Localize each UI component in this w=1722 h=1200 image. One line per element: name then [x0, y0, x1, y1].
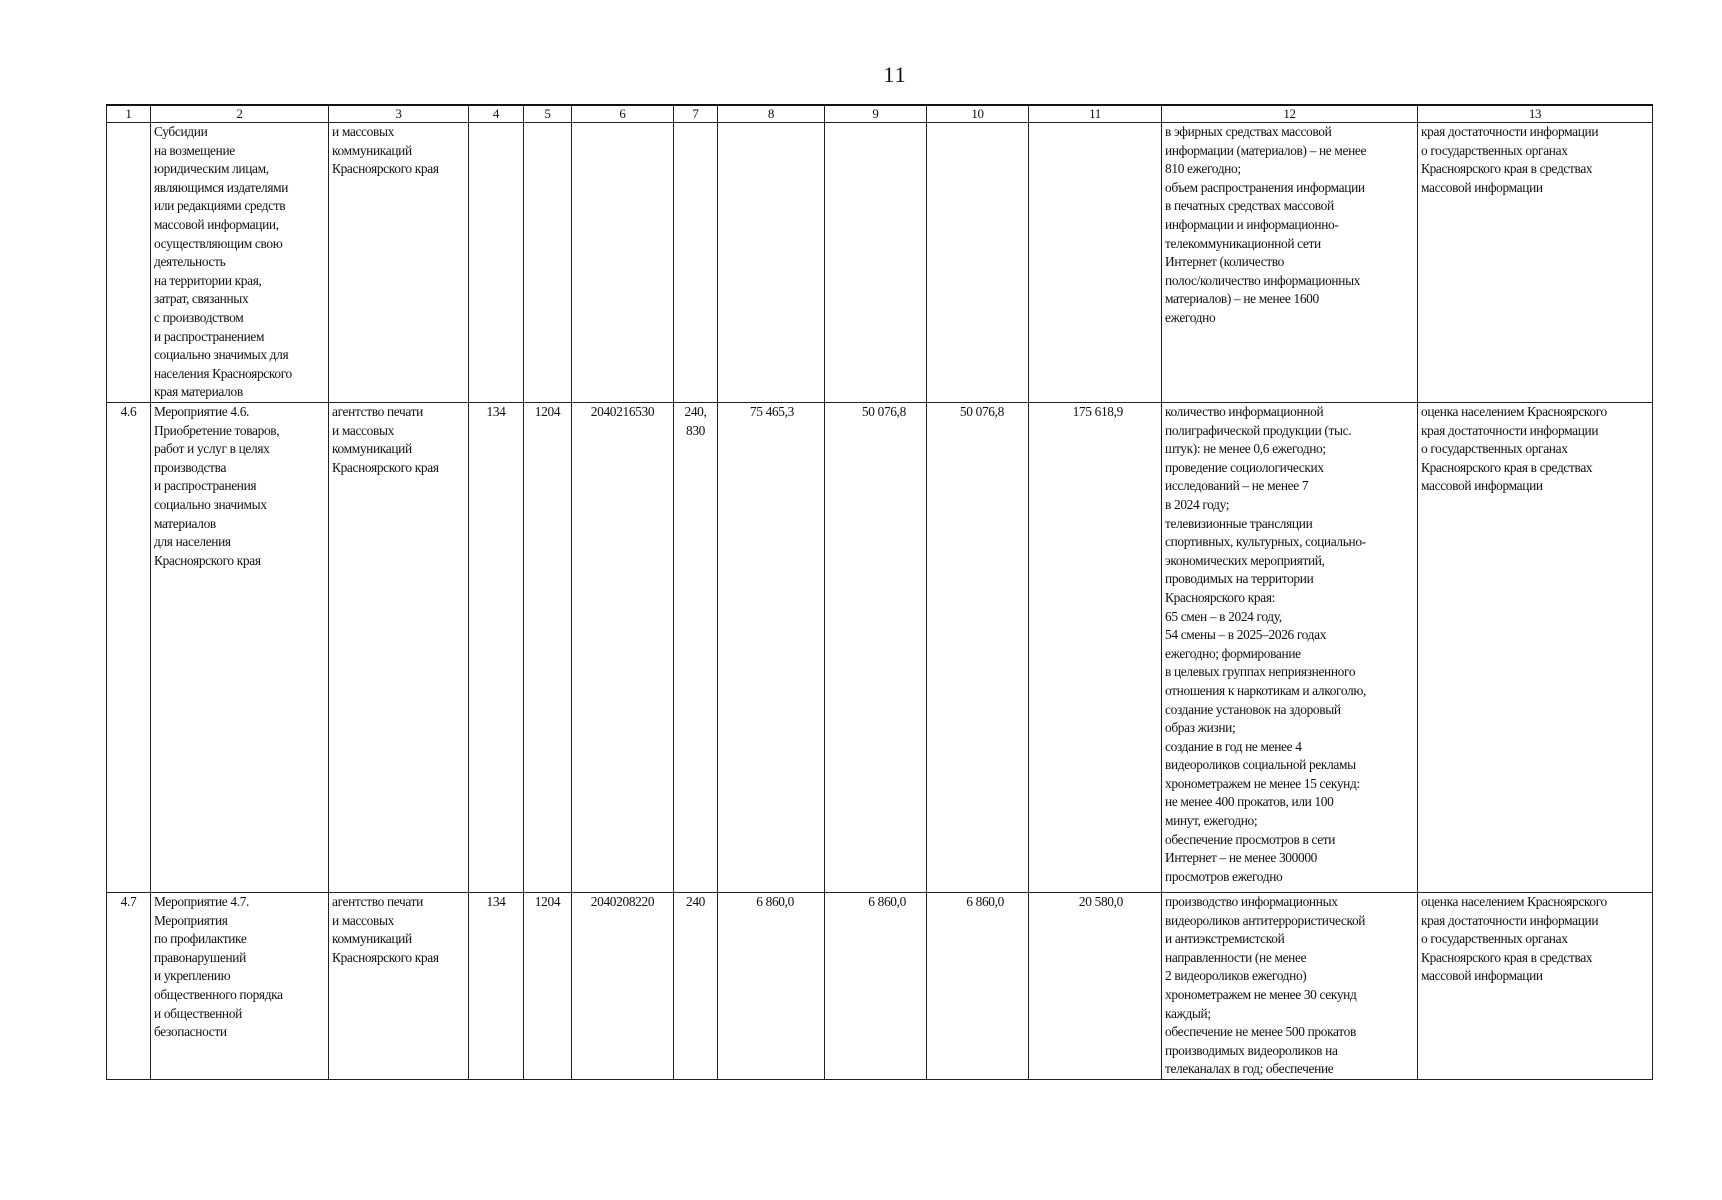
column-header: 9 — [825, 105, 927, 123]
amount-2024 — [718, 123, 825, 403]
target-article-code: 2040216530 — [572, 403, 674, 893]
amount-total: 175 618,9 — [1029, 403, 1162, 893]
amount-2024: 75 465,3 — [718, 403, 825, 893]
executor: агентство печати и массовых коммуникаций Красноярского края — [329, 403, 469, 893]
executor: агентство печати и массовых коммуникаций Красноярского края — [329, 893, 469, 1080]
column-header: 8 — [718, 105, 825, 123]
section-code: 1204 — [524, 893, 572, 1080]
expected-result: в эфирных средствах массовой информации (материалов) – не менее 810 ежегодно; объем распространения информации в печатных средствах массовой информации и информационно- телекоммуникационной сети Интернет (количество полос/количество информационных материалов) – не менее 1600 ежегодно — [1162, 123, 1418, 403]
performance-indicator: оценка населением Красноярского края достаточности информации о государственных органах Красноярского края в средствах массовой информации — [1418, 893, 1653, 1080]
amount-2025: 6 860,0 — [825, 893, 927, 1080]
expense-type-code: 240, 830 — [674, 403, 718, 893]
amount-2024: 6 860,0 — [718, 893, 825, 1080]
column-header: 10 — [927, 105, 1029, 123]
column-number-row — [107, 105, 1653, 123]
amount-2025: 50 076,8 — [825, 403, 927, 893]
section-code — [524, 123, 572, 403]
column-header: 6 — [572, 105, 674, 123]
column-header: 11 — [1029, 105, 1162, 123]
performance-indicator: края достаточности информации о государственных органах Красноярского края в средствах массовой информации — [1418, 123, 1653, 403]
row-number: 4.6 — [107, 403, 151, 893]
target-article-code — [572, 123, 674, 403]
column-header: 4 — [469, 105, 524, 123]
expected-result: количество информационной полиграфической продукции (тыс. штук): не менее 0,6 ежегодно; проведение социологических исследований – не менее 7 в 2024 году; телевизионные трансляции спортивных, культурных, социально- экономических мероприятий, проводимых на территории Красноярского края: 65 смен – в 2024 году, 54 смены – в 2025–2026 годах ежегодно; формирование в целевых группах неприязненного отношения к наркотикам и алкоголю, создание установок на здоровый образ жизни; создание в год не менее 4 видеороликов социальной рекламы хронометражем не менее 15 секунд: не менее 400 прокатов, или 100 минут, ежегодно; обеспечение просмотров в сети Интернет – не менее 300000 просмотров ежегодно — [1162, 403, 1418, 893]
column-header: 2 — [151, 105, 329, 123]
executor: и массовых коммуникаций Красноярского края — [329, 123, 469, 403]
amount-total: 20 580,0 — [1029, 893, 1162, 1080]
activity-name: Мероприятие 4.7. Мероприятия по профилактике правонарушений и укреплению общественного порядка и общественной безопасности — [151, 893, 329, 1080]
page-number: 11 — [883, 62, 907, 87]
column-header: 3 — [329, 105, 469, 123]
amount-total — [1029, 123, 1162, 403]
activity-name: Субсидии на возмещение юридическим лицам, являющимся издателями или редакциями средств массовой информации, осуществляющим свою деятельность на территории края, затрат, связанных с производством и распространением социально значимых для населения Красноярского края материалов — [151, 123, 329, 403]
column-header: 7 — [674, 105, 718, 123]
amount-2026: 6 860,0 — [927, 893, 1029, 1080]
table-row — [107, 403, 1653, 893]
column-header: 5 — [524, 105, 572, 123]
expense-type-code — [674, 123, 718, 403]
amount-2025 — [825, 123, 927, 403]
target-article-code: 2040208220 — [572, 893, 674, 1080]
amount-2026 — [927, 123, 1029, 403]
expense-type-code: 240 — [674, 893, 718, 1080]
grbs-code: 134 — [469, 893, 524, 1080]
amount-2026: 50 076,8 — [927, 403, 1029, 893]
section-code: 1204 — [524, 403, 572, 893]
grbs-code — [469, 123, 524, 403]
column-header: 13 — [1418, 105, 1653, 123]
row-number: 4.7 — [107, 893, 151, 1080]
grbs-code: 134 — [469, 403, 524, 893]
expected-result: производство информационных видеороликов антитеррористической и антиэкстремистской направленности (не менее 2 видеороликов ежегодно) хронометражем не менее 30 секунд каждый; обеспечение не менее 500 прокатов производимых видеороликов на телеканалах в год; обеспечение — [1162, 893, 1418, 1080]
activity-name: Мероприятие 4.6. Приобретение товаров, работ и услуг в целях производства и распространения социально значимых материалов для населения Красноярского края — [151, 403, 329, 893]
row-number — [107, 123, 151, 403]
table-row — [107, 123, 1653, 403]
column-header: 12 — [1162, 105, 1418, 123]
program-activities-table — [106, 104, 1653, 1080]
column-header: 1 — [107, 105, 151, 123]
performance-indicator: оценка населением Красноярского края достаточности информации о государственных органах Красноярского края в средствах массовой информации — [1418, 403, 1653, 893]
table-row — [107, 893, 1653, 1080]
